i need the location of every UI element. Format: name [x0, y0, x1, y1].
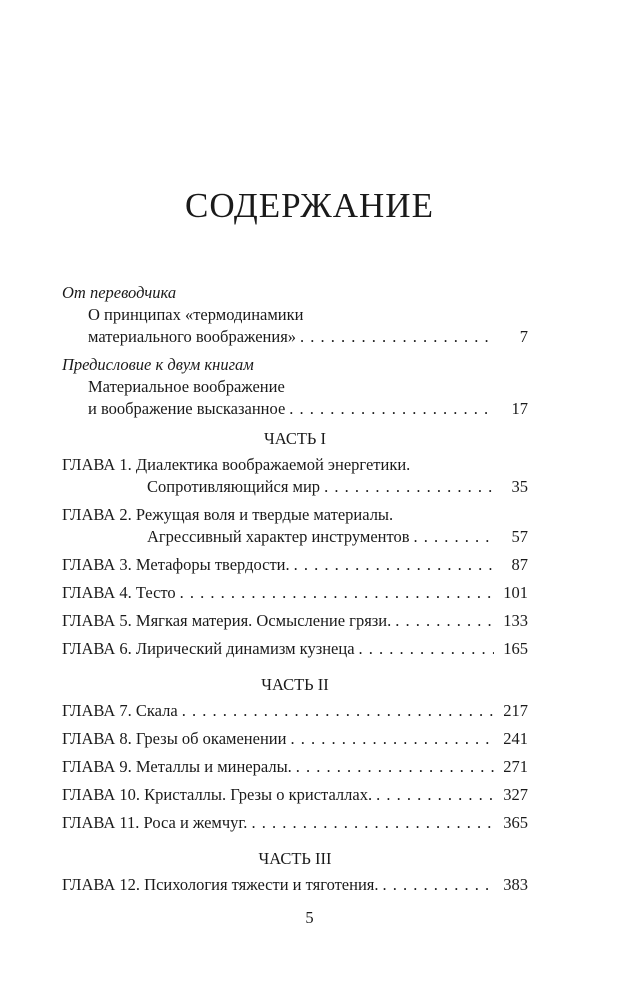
toc-entry[interactable]: [62, 700, 528, 722]
toc-entry[interactable]: [62, 784, 528, 806]
dot-leader: [180, 582, 494, 604]
chapter-title: ГЛАВА 8. Грезы об окаменении: [62, 729, 287, 748]
chapter-title: ГЛАВА 12. Психология тяжести и тяготения.: [62, 875, 379, 894]
dot-leader: [290, 728, 494, 750]
dot-leader: [251, 812, 494, 834]
section-line: Материальное воображение: [88, 377, 285, 396]
dot-leader: [289, 398, 494, 420]
page-title: СОДЕРЖАНИЕ: [185, 186, 434, 225]
page-number: 241: [503, 729, 528, 748]
toc-entry[interactable]: [62, 526, 528, 548]
toc-entry[interactable]: [62, 554, 528, 576]
toc-entry[interactable]: [62, 812, 528, 834]
toc-entry[interactable]: [62, 476, 528, 498]
section-heading: Предисловие к двум книгам: [62, 355, 254, 374]
page-number: 87: [511, 555, 528, 574]
part-heading: ЧАСТЬ II: [261, 675, 329, 694]
section-line: О принципах «термодинамики: [88, 305, 304, 324]
toc-entry[interactable]: [62, 756, 528, 778]
dot-leader: [376, 784, 494, 806]
dot-leader: [296, 756, 494, 778]
part-heading: ЧАСТЬ III: [258, 849, 332, 868]
page-number: 101: [503, 583, 528, 602]
page-number: 383: [503, 875, 528, 894]
section-line: материального воображения»: [88, 327, 297, 346]
chapter-title: ГЛАВА 9. Металлы и минералы.: [62, 757, 292, 776]
chapter-title: ГЛАВА 1. Диалектика воображаемой энергетики.: [62, 455, 411, 474]
dot-leader: [294, 554, 494, 576]
chapter-subtitle: Сопротивляющийся мир: [147, 477, 321, 496]
chapter-title: ГЛАВА 2. Режущая воля и твердые материалы.: [62, 505, 394, 524]
page-number: 7: [519, 327, 528, 346]
page-number: 165: [503, 639, 528, 658]
dot-leader: [414, 526, 494, 548]
chapter-title: ГЛАВА 4. Тесто: [62, 583, 176, 602]
toc-entry[interactable]: [62, 582, 528, 604]
toc-entry[interactable]: [62, 874, 528, 896]
chapter-title: ГЛАВА 6. Лирический динамизм кузнеца: [62, 639, 355, 658]
chapter-title: ГЛАВА 3. Метафоры твердости.: [62, 555, 290, 574]
chapter-title: ГЛАВА 5. Мягкая материя. Осмысление грязи.: [62, 611, 392, 630]
page-number: 327: [503, 785, 528, 804]
toc-entry[interactable]: [62, 728, 528, 750]
chapter-subtitle: Агрессивный характер инструментов: [147, 527, 410, 546]
page-number: 57: [511, 527, 528, 546]
table-of-contents: [62, 282, 528, 896]
chapter-title: ГЛАВА 7. Скала: [62, 701, 178, 720]
toc-entry[interactable]: [62, 326, 528, 348]
dot-leader: [359, 638, 494, 660]
dot-leader: [300, 326, 494, 348]
toc-entry[interactable]: [62, 610, 528, 632]
page-number: 271: [503, 757, 528, 776]
page-number: 133: [503, 611, 528, 630]
part-heading: ЧАСТЬ I: [264, 429, 326, 448]
section-line: и воображение высказанное: [88, 399, 286, 418]
page-number: 365: [503, 813, 528, 832]
page-number: 17: [511, 399, 528, 418]
dot-leader: [324, 476, 494, 498]
page-folio: 5: [305, 908, 314, 927]
chapter-title: ГЛАВА 10. Кристаллы. Грезы о кристаллах.: [62, 785, 373, 804]
toc-entry[interactable]: [62, 638, 528, 660]
dot-leader: [383, 874, 494, 896]
page-number: 35: [511, 477, 528, 496]
dot-leader: [395, 610, 494, 632]
dot-leader: [182, 700, 494, 722]
section-heading: От переводчика: [62, 283, 177, 302]
toc-entry[interactable]: [62, 398, 528, 420]
page-number: 217: [503, 701, 528, 720]
chapter-title: ГЛАВА 11. Роса и жемчуг.: [62, 813, 248, 832]
